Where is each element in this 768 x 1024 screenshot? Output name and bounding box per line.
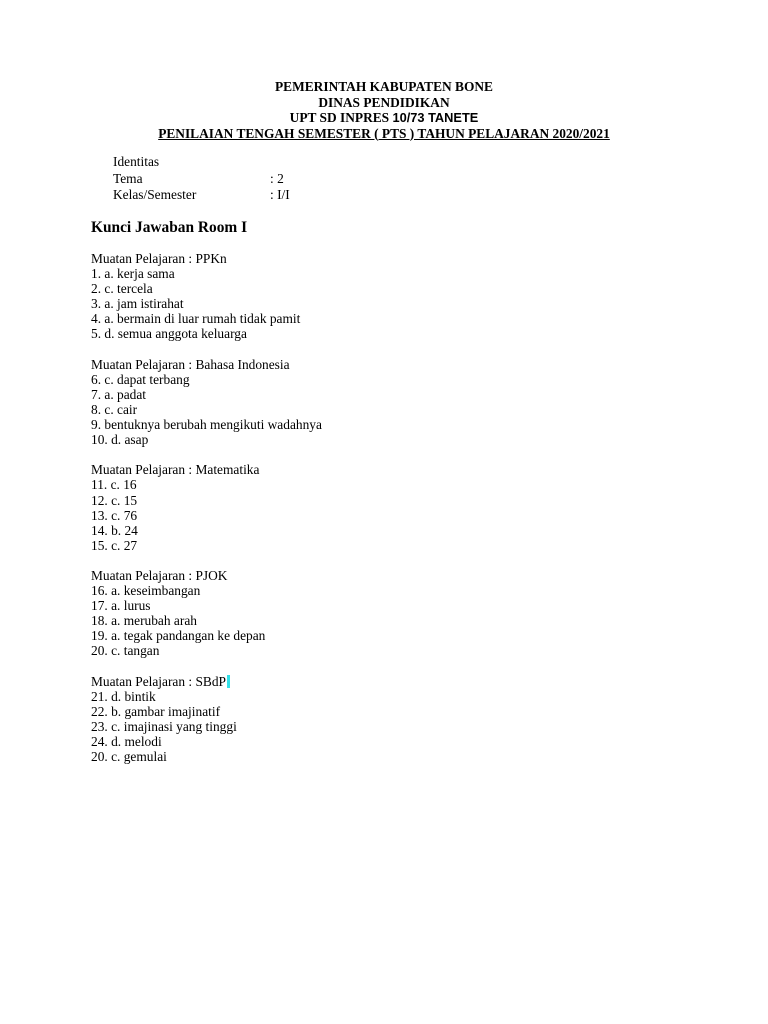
identity-block (113, 154, 290, 204)
answer-item: 24. d. melodi (91, 734, 162, 749)
subject-title: Muatan Pelajaran : Matematika (91, 462, 260, 478)
answer-item: 4. a. bermain di luar rumah tidak pamit (91, 311, 301, 327)
subject-pjok (91, 568, 322, 659)
answer-item: 22. b. gambar imajinatif (91, 703, 221, 719)
subject-bahasa-indonesia (91, 357, 322, 448)
answer-item: 21. d. bintik (91, 688, 156, 704)
header-line-exam-title: PENILAIAN TENGAH SEMESTER ( PTS ) TAHUN PELAJARAN 2020/2021 (158, 125, 610, 141)
answer-item: 19. a. tegak pandangan ke depan (91, 628, 266, 644)
answer-item: 23. c. imajinasi yang tinggi (91, 718, 237, 734)
header-line-school (0, 110, 768, 126)
identity-row-theme (113, 171, 290, 188)
answer-item: 8. c. cair (91, 401, 138, 417)
answer-item: 18. a. merubah arah (91, 613, 197, 629)
identity-label: Tema (113, 170, 143, 186)
answer-item: 2. c. tercela (91, 281, 153, 297)
subject-ppkn (91, 251, 322, 342)
header-line-department: DINAS PENDIDIKAN (318, 94, 450, 110)
text-cursor (227, 675, 230, 688)
answer-key (91, 251, 322, 779)
answer-item: 17. a. lurus (91, 598, 151, 614)
answer-item: 16. a. keseimbangan (91, 583, 201, 599)
answer-item: 10. d. asap (91, 432, 149, 448)
section-title: Kunci Jawaban Room I (91, 219, 248, 236)
answer-item: 15. c. 27 (91, 537, 138, 553)
subject-title: Muatan Pelajaran : PPKn (91, 251, 227, 266)
subject-matematika (91, 462, 322, 553)
identity-value: : 2 (270, 170, 284, 186)
answer-item: 7. a. padat (91, 386, 147, 402)
answer-item: 20. c. gemulai (91, 749, 167, 765)
header-school-name: 10/73 TANETE (392, 110, 479, 125)
identity-heading: Identitas (113, 154, 160, 169)
subject-title-row (91, 674, 322, 689)
identity-row-class (113, 187, 290, 204)
subject-title: Muatan Pelajaran : SBdP (91, 673, 227, 689)
document-header (0, 79, 768, 141)
subject-sbdp (91, 674, 322, 765)
answer-item: 14. b. 24 (91, 522, 138, 538)
answer-item: 1. a. kerja sama (91, 266, 175, 282)
answer-item: 13. c. 76 (91, 507, 138, 523)
answer-item: 12. c. 15 (91, 492, 138, 508)
header-school-prefix: UPT SD INPRES (289, 110, 393, 125)
answer-item: 9. bentuknya berubah mengikuti wadahnya (91, 417, 322, 433)
answer-item: 20. c. tangan (91, 643, 160, 659)
subject-title: Muatan Pelajaran : PJOK (91, 567, 228, 583)
answer-item: 3. a. jam istirahat (91, 296, 184, 312)
header-line-government: PEMERINTAH KABUPATEN BONE (275, 79, 493, 94)
answer-item: 6. c. dapat terbang (91, 371, 190, 387)
subject-title: Muatan Pelajaran : Bahasa Indonesia (91, 356, 290, 372)
answer-item: 11. c. 16 (91, 477, 137, 493)
identity-value: : I/I (270, 187, 290, 202)
identity-label: Kelas/Semester (113, 187, 197, 202)
answer-item: 5. d. semua anggota keluarga (91, 326, 247, 342)
